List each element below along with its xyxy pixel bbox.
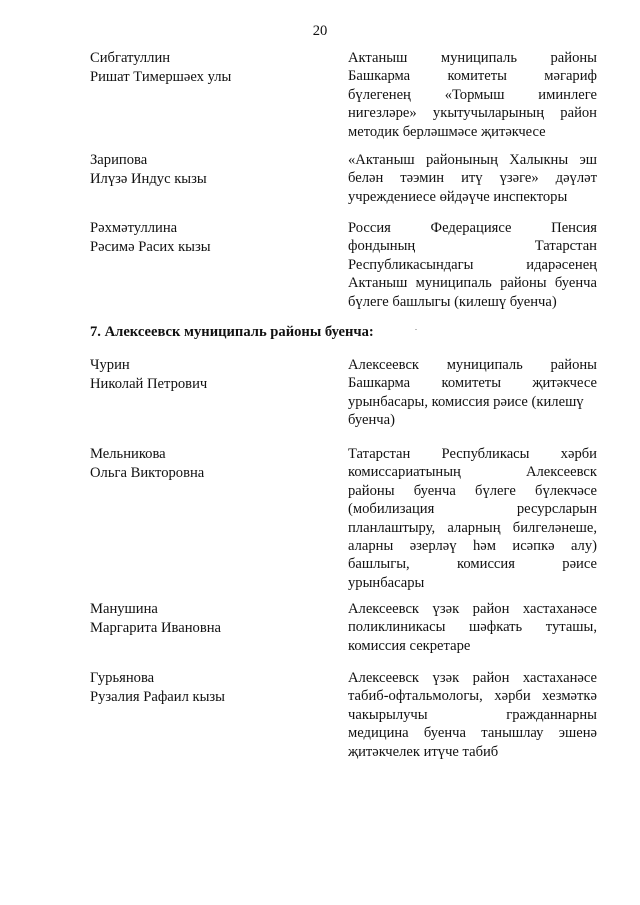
role-line: фондының Татарстан: [348, 238, 597, 255]
role-line: учреждениесе өйдәүче инспекторы: [348, 188, 568, 205]
role-line: урынбасары: [348, 574, 425, 591]
role-line: Алексеевск үзәк район хастаханәсе: [348, 670, 597, 686]
member-name: [90, 600, 320, 637]
member-surname: Зарипова: [90, 152, 148, 168]
member-role: [348, 356, 597, 430]
role-line: (мобилизация ресурсларын: [348, 501, 597, 518]
role-line: Республикасындагы идарәсенең: [348, 256, 597, 273]
member-given-name: Ришат Тимершәех улы: [90, 68, 232, 85]
member-role: [348, 669, 597, 761]
role-line: Алексеевск муниципаль районы: [348, 357, 597, 373]
member-surname: Манушина: [90, 601, 158, 617]
member-given-name: Маргарита Ивановна: [90, 619, 222, 636]
role-line: чакырылучы гражданнарны: [348, 706, 597, 723]
role-line: Актаныш муниципаль районы: [348, 50, 597, 66]
role-line: Башкарма комитеты җитәкчесе: [348, 375, 597, 392]
member-surname: Рәхмәтуллина: [90, 220, 178, 236]
member-given-name: Рәсимә Расих кызы: [90, 238, 211, 255]
role-line: бүлегенең «Тормыш иминлеге: [348, 86, 597, 103]
role-line: комиссия секретаре: [348, 637, 471, 654]
role-line: аларны әзерләү һәм исәпкә алу): [348, 538, 597, 555]
role-line: поликлиникасы шәфкать туташы,: [348, 619, 597, 636]
member-role: [348, 445, 597, 592]
scan-speck: [415, 329, 417, 330]
role-line: башлыгы, комиссия рәисе: [348, 556, 597, 573]
member-given-name: Николай Петрович: [90, 375, 208, 392]
member-given-name: Рузалия Рафаил кызы: [90, 688, 225, 705]
member-surname: Мельникова: [90, 446, 166, 462]
role-line: Башкарма комитеты мәгариф: [348, 68, 597, 85]
member-surname: Гурьянова: [90, 670, 155, 686]
role-line: буенча): [348, 412, 395, 429]
role-line: «Актаныш районының Халыкны эш: [348, 152, 597, 168]
role-line: белән тәэмин итү үзәге» дәүләт: [348, 170, 597, 187]
member-name: [90, 151, 320, 188]
role-line: Актаныш муниципаль районы буенча: [348, 275, 597, 292]
role-line: табиб-офтальмологы, хәрби хезмәткә: [348, 688, 597, 705]
role-line: районы буенча бүлеге бүлекчәсе: [348, 482, 597, 499]
role-line: бүлеге башлыгы (килешү буенча): [348, 293, 557, 310]
role-line: Россия Федерациясе Пенсия: [348, 220, 597, 236]
member-role: [348, 219, 597, 311]
member-name: [90, 219, 320, 256]
role-line: планлаштыру, аларның билгеләнеше,: [348, 519, 597, 536]
member-name: [90, 49, 320, 86]
member-role: [348, 49, 597, 141]
member-surname: Чурин: [90, 357, 130, 373]
member-name: [90, 445, 320, 482]
role-line: урынбасары, комиссия рәисе (килешү: [348, 393, 584, 410]
member-role: [348, 600, 597, 655]
role-line: медицина буенча танышлау эшенә: [348, 725, 597, 742]
member-role: [348, 151, 597, 206]
role-line: комиссариатының Алексеевск: [348, 464, 597, 481]
member-given-name: Илүзә Индус кызы: [90, 170, 207, 187]
role-line: Алексеевск үзәк район хастаханәсе: [348, 601, 597, 617]
role-line: Татарстан Республикасы хәрби: [348, 446, 597, 462]
member-name: [90, 669, 320, 706]
role-line: җитәкчелек итүче табиб: [348, 743, 499, 760]
page-number: 20: [312, 23, 328, 39]
member-name: [90, 356, 320, 393]
role-line: методик берләшмәсе җитәкчесе: [348, 123, 546, 140]
member-given-name: Ольга Викторовна: [90, 464, 205, 481]
role-line: нигезләре» укытучыларының район: [348, 105, 597, 122]
section-heading: 7. Алексеевск муниципаль районы буенча:: [90, 324, 374, 340]
member-surname: Сибгатуллин: [90, 50, 171, 66]
